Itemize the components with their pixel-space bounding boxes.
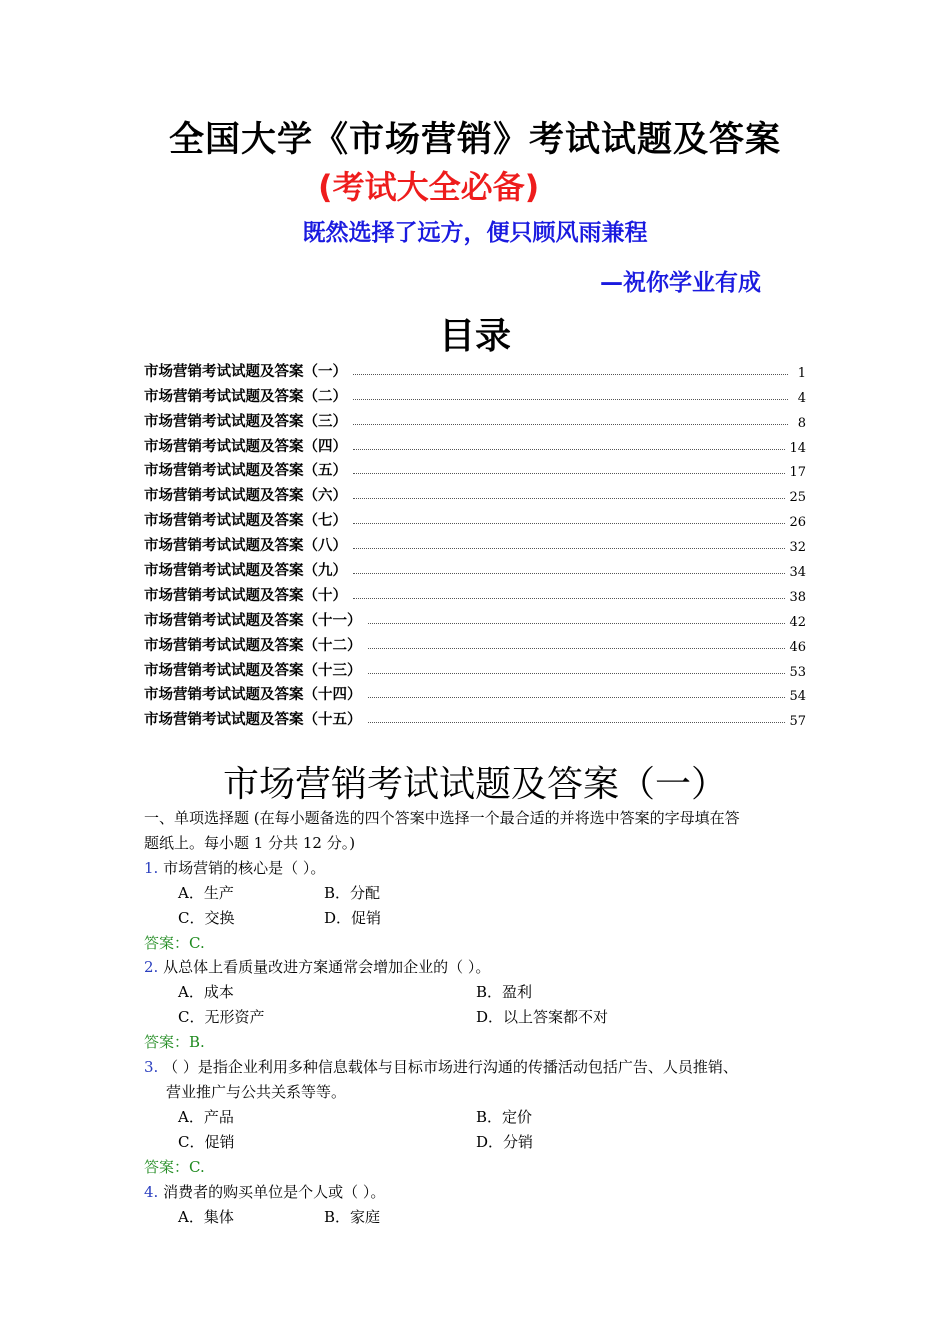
option: A．成本 bbox=[178, 983, 234, 1002]
options-row bbox=[144, 906, 816, 931]
toc-entry-label: 市场营销考试试题及答案（六） bbox=[144, 488, 347, 505]
toc-entry[interactable] bbox=[144, 580, 806, 605]
toc-entry[interactable] bbox=[144, 505, 806, 530]
toc-entry-page: 34 bbox=[789, 565, 806, 581]
toc-entry-label: 市场营销考试试题及答案（十五） bbox=[144, 712, 362, 729]
toc-entry-page: 4 bbox=[797, 390, 806, 406]
toc-entry-label: 市场营销考试试题及答案（三） bbox=[144, 413, 347, 430]
toc-entry[interactable] bbox=[144, 406, 806, 431]
question bbox=[144, 955, 816, 980]
question bbox=[144, 1180, 816, 1205]
toc-entry[interactable] bbox=[144, 555, 806, 580]
toc-entry-label: 市场营销考试试题及答案（十四） bbox=[144, 687, 362, 704]
section-body bbox=[144, 806, 816, 1229]
question-number: 3. bbox=[144, 1058, 159, 1077]
toc-entry-page: 32 bbox=[789, 540, 806, 556]
toc-entry[interactable] bbox=[144, 704, 806, 729]
option: B．家庭 bbox=[324, 1207, 381, 1226]
toc-entry-label: 市场营销考试试题及答案（四） bbox=[144, 438, 347, 455]
options-row bbox=[144, 980, 816, 1005]
toc-entry-page: 8 bbox=[797, 415, 806, 431]
options-row bbox=[144, 1205, 816, 1230]
toc-leader-dots bbox=[353, 498, 785, 499]
toc-entry[interactable] bbox=[144, 456, 806, 481]
toc-leader-dots bbox=[353, 473, 785, 474]
toc-entry[interactable] bbox=[144, 356, 806, 381]
toc-leader-dots bbox=[368, 623, 786, 624]
toc-entry-label: 市场营销考试试题及答案（十三） bbox=[144, 662, 362, 679]
toc-leader-dots bbox=[353, 548, 785, 549]
toc-entry-page: 38 bbox=[789, 589, 806, 605]
toc-entry-label: 市场营销考试试题及答案（十二） bbox=[144, 637, 362, 654]
toc-entry-label: 市场营销考试试题及答案（五） bbox=[144, 463, 347, 480]
toc-heading: 目录 bbox=[438, 316, 511, 357]
option: C．无形资产 bbox=[178, 1008, 265, 1027]
wish: —祝你学业有成 bbox=[600, 270, 761, 296]
question-text-continued: 营业推广与公共关系等等。 bbox=[166, 1082, 347, 1101]
options-row bbox=[144, 1005, 816, 1030]
option: D．分销 bbox=[476, 1132, 534, 1151]
instructions-line-2: 题纸上。每小题 1 分共 12 分。) bbox=[144, 833, 356, 852]
toc-entry-label: 市场营销考试试题及答案（十） bbox=[144, 587, 347, 604]
toc-entry[interactable] bbox=[144, 480, 806, 505]
toc-entry[interactable] bbox=[144, 431, 806, 456]
toc-leader-dots bbox=[353, 449, 785, 450]
section-title: 市场营销考试试题及答案（一） bbox=[222, 764, 727, 805]
toc-leader-dots bbox=[353, 424, 788, 425]
option: D．促销 bbox=[324, 908, 382, 927]
toc-entry-page: 53 bbox=[789, 664, 806, 680]
answer: 答案：C. bbox=[144, 1157, 205, 1176]
instructions-line-1: 一、单项选择题 (在每小题备选的四个答案中选择一个最合适的并将选中答案的字母填在答 bbox=[144, 809, 740, 827]
toc-entry[interactable] bbox=[144, 655, 806, 680]
document-subtitle: (考试大全必备) bbox=[318, 168, 540, 206]
question-text: 市场营销的核心是（ ）。 bbox=[163, 858, 326, 877]
option: C．促销 bbox=[178, 1132, 235, 1151]
toc-entry-page: 26 bbox=[789, 515, 806, 531]
toc-leader-dots bbox=[353, 523, 785, 524]
answer: 答案：C. bbox=[144, 933, 205, 952]
question-text: （ ）是指企业利用多种信息载体与目标市场进行沟通的传播活动包括广告、人员推销、 bbox=[163, 1058, 738, 1077]
table-of-contents bbox=[144, 356, 806, 729]
toc-entry-page: 57 bbox=[789, 714, 806, 730]
answer: 答案：B. bbox=[144, 1033, 205, 1052]
toc-entry-page: 14 bbox=[789, 440, 806, 456]
toc-leader-dots bbox=[368, 722, 786, 723]
option: A．产品 bbox=[178, 1107, 234, 1126]
toc-leader-dots bbox=[353, 598, 785, 599]
toc-entry-label: 市场营销考试试题及答案（一） bbox=[144, 363, 347, 380]
toc-entry-page: 1 bbox=[797, 365, 806, 381]
option: C．交换 bbox=[178, 908, 235, 927]
toc-leader-dots bbox=[353, 374, 788, 375]
question-number: 1. bbox=[144, 858, 159, 877]
option: B．定价 bbox=[476, 1107, 533, 1126]
toc-leader-dots bbox=[368, 673, 786, 674]
options-row bbox=[144, 881, 816, 906]
question-number: 4. bbox=[144, 1182, 159, 1201]
motto: 既然选择了远方，便只顾风雨兼程 bbox=[302, 220, 648, 246]
toc-leader-dots bbox=[353, 573, 785, 574]
option: B．分配 bbox=[324, 883, 381, 902]
toc-entry[interactable] bbox=[144, 680, 806, 705]
toc-entry[interactable] bbox=[144, 630, 806, 655]
options-row bbox=[144, 1105, 816, 1130]
toc-entry-page: 42 bbox=[789, 614, 806, 630]
toc-entry-label: 市场营销考试试题及答案（二） bbox=[144, 388, 347, 405]
toc-entry[interactable] bbox=[144, 605, 806, 630]
document-title: 全国大学《市场营销》考试试题及答案 bbox=[168, 120, 781, 160]
options-row bbox=[144, 1130, 816, 1155]
toc-leader-dots bbox=[353, 399, 788, 400]
question bbox=[144, 856, 816, 881]
toc-entry-label: 市场营销考试试题及答案（八） bbox=[144, 538, 347, 555]
toc-entry-label: 市场营销考试试题及答案（十一） bbox=[144, 612, 362, 629]
option: D．以上答案都不对 bbox=[476, 1008, 609, 1027]
toc-entry-page: 25 bbox=[789, 490, 806, 506]
question bbox=[144, 1055, 816, 1080]
toc-leader-dots bbox=[368, 648, 786, 649]
toc-entry-page: 17 bbox=[789, 465, 806, 481]
toc-entry-label: 市场营销考试试题及答案（九） bbox=[144, 563, 347, 580]
question-text: 消费者的购买单位是个人或（ ）。 bbox=[163, 1182, 386, 1201]
toc-entry-page: 46 bbox=[789, 639, 806, 655]
toc-entry-label: 市场营销考试试题及答案（七） bbox=[144, 513, 347, 530]
toc-leader-dots bbox=[368, 697, 786, 698]
option: B．盈利 bbox=[476, 983, 533, 1002]
toc-entry[interactable] bbox=[144, 381, 806, 406]
question-text: 从总体上看质量改进方案通常会增加企业的（ ）。 bbox=[163, 958, 491, 977]
option: A．集体 bbox=[178, 1207, 234, 1226]
question-number: 2. bbox=[144, 958, 159, 977]
option: A．生产 bbox=[178, 883, 234, 902]
toc-entry-page: 54 bbox=[789, 689, 806, 705]
toc-entry[interactable] bbox=[144, 530, 806, 555]
